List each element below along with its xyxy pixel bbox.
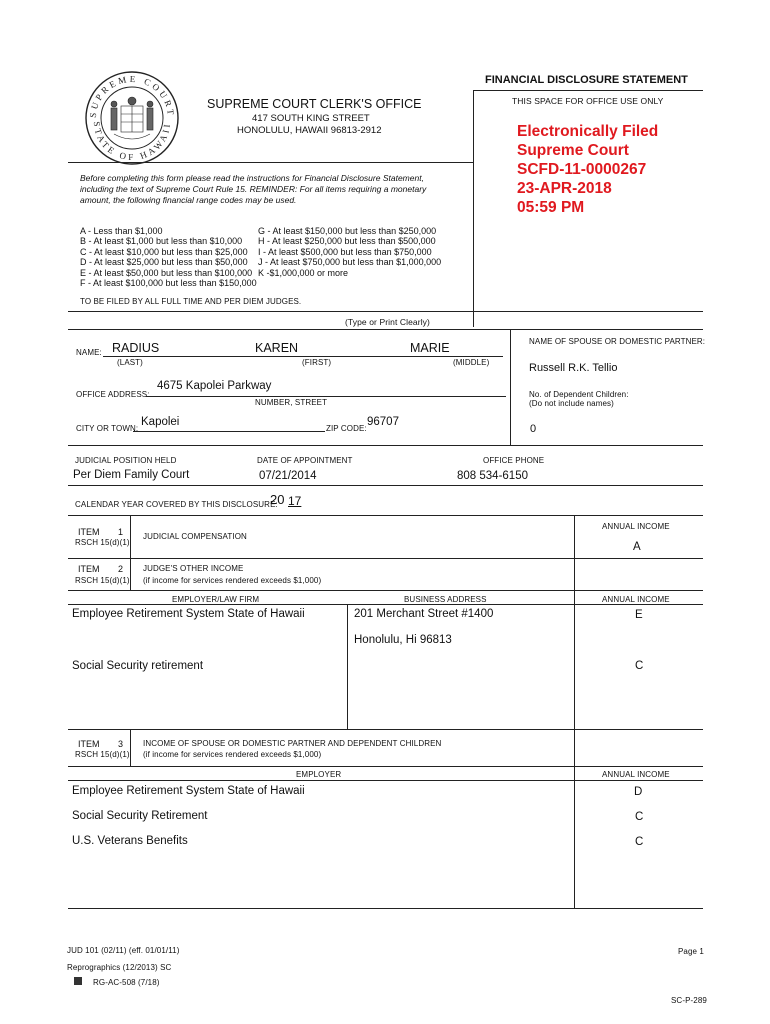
item3-rsch: RSCH 15(d)(1) — [75, 750, 130, 759]
efile-time: 05:59 PM — [517, 199, 585, 216]
codes-right-list — [258, 226, 441, 278]
item2-row2-address[interactable]: Honolulu, Hi 96813 — [354, 634, 452, 646]
item2-col-employer: EMPLOYER/LAW FIRM — [172, 595, 260, 604]
item2-row1-address[interactable]: 201 Merchant Street #1400 — [354, 608, 494, 620]
code-g: G - At least $150,000 but less than $250,000 — [258, 226, 437, 236]
codes-left-list — [80, 226, 257, 288]
name-middle-label: (MIDDLE) — [453, 358, 490, 367]
item1-income-value[interactable]: A — [633, 541, 641, 553]
item2-number: 2 — [118, 564, 124, 574]
footer-sc-code: SC-P-289 — [671, 996, 707, 1005]
item2-col-income: ANNUAL INCOME — [602, 595, 670, 604]
item2-row1-income[interactable]: E — [635, 609, 643, 621]
name-first-value[interactable]: KAREN — [255, 341, 299, 355]
code-h: H - At least $250,000 but less than $500,000 — [258, 236, 436, 247]
item2-rsch: RSCH 15(d)(1) — [75, 576, 130, 585]
office-use-label: THIS SPACE FOR OFFICE USE ONLY — [512, 96, 664, 106]
item2-row3-income[interactable]: C — [635, 660, 644, 672]
code-i: I - At least $500,000 but less than $750,000 — [258, 246, 432, 257]
spouse-label: NAME OF SPOUSE OR DOMESTIC PARTNER: — [529, 337, 706, 346]
footer-form-number: JUD 101 (02/11) (eff. 01/01/11) — [67, 946, 180, 955]
efile-case-number: SCFD-11-0000267 — [517, 161, 647, 178]
footer-rg-code: RG-AC-508 (7/18) — [93, 978, 160, 987]
code-a: A - Less than $1,000 — [80, 226, 163, 236]
dependents-note: (Do not include names) — [529, 399, 614, 408]
item3-row1-income[interactable]: D — [634, 786, 643, 798]
item3-col-income: ANNUAL INCOME — [602, 770, 670, 779]
phone-label: OFFICE PHONE — [483, 456, 545, 465]
code-k: K -$1,000,000 or more — [258, 267, 349, 278]
efile-line1: Electronically Filed — [517, 123, 659, 140]
name-last-value[interactable]: RADIUS — [112, 341, 160, 355]
item2-label: ITEM — [78, 564, 100, 574]
filed-by-note: TO BE FILED BY ALL FULL TIME AND PER DIEM JUDGES. — [80, 297, 302, 306]
item3-label: ITEM — [78, 739, 100, 749]
item3-title: INCOME OF SPOUSE OR DOMESTIC PARTNER AND DEPENDENT CHILDREN — [143, 739, 442, 748]
office-address-label: OFFICE ADDRESS: — [76, 390, 150, 399]
office-address-line2: HONOLULU, HAWAII 96813-2912 — [237, 125, 382, 136]
name-last-label: (LAST) — [117, 358, 143, 367]
item1-label: ITEM — [78, 527, 100, 537]
item2-col-address: BUSINESS ADDRESS — [404, 595, 487, 604]
item2-row3-employer[interactable]: Social Security retirement — [72, 660, 204, 672]
seal-top-text: SUPREME COURT — [87, 73, 177, 119]
item2-row1-employer[interactable]: Employee Retirement System State of Hawaii — [72, 608, 305, 620]
code-d: D - At least $25,000 but less than $50,000 — [80, 257, 248, 268]
efile-date: 23-APR-2018 — [517, 180, 612, 197]
item3-col-employer: EMPLOYER — [296, 770, 342, 779]
office-address-line1: 417 SOUTH KING STREET — [252, 113, 370, 124]
appointment-label: DATE OF APPOINTMENT — [257, 456, 353, 465]
instructions-line3: amount, the following financial range codes may be used. — [80, 195, 297, 205]
barcode-icon — [74, 977, 82, 985]
dependents-label: No. of Dependent Children: — [529, 390, 629, 399]
item3-row1-employer[interactable]: Employee Retirement System State of Hawaii — [72, 785, 305, 797]
position-label: JUDICIAL POSITION HELD — [75, 456, 177, 465]
city-value[interactable]: Kapolei — [141, 416, 180, 428]
court-seal — [84, 70, 180, 166]
appointment-value[interactable]: 07/21/2014 — [259, 470, 317, 482]
item3-row3-income[interactable]: C — [635, 836, 644, 848]
name-label: NAME: — [76, 348, 102, 357]
item3-number: 3 — [118, 739, 124, 749]
code-e: E - At least $50,000 but less than $100,000 — [80, 267, 253, 278]
instructions — [80, 173, 426, 206]
item2-title: JUDGE'S OTHER INCOME — [143, 564, 244, 573]
type-print-note: (Type or Print Clearly) — [345, 317, 430, 327]
code-c: C - At least $10,000 but less than $25,000 — [80, 246, 248, 257]
footer-page-number: Page 1 — [678, 947, 704, 956]
city-label: CITY OR TOWN: — [76, 424, 139, 433]
phone-value[interactable]: 808 534-6150 — [457, 470, 528, 482]
name-middle-value[interactable]: MARIE — [410, 341, 450, 355]
calendar-year-label: CALENDAR YEAR COVERED BY THIS DISCLOSURE: — [75, 500, 278, 509]
spouse-name-value[interactable]: Russell R.K. Tellio — [529, 362, 618, 374]
item3-row2-employer[interactable]: Social Security Retirement — [72, 810, 208, 822]
code-j: J - At least $750,000 but less than $1,000,000 — [258, 257, 442, 268]
item3-row2-income[interactable]: C — [635, 811, 644, 823]
name-first-label: (FIRST) — [302, 358, 332, 367]
item1-number: 1 — [118, 527, 124, 537]
efile-stamp — [517, 122, 658, 217]
instructions-line1: Before completing this form please read the instructions for Financial Disclosure Statement, — [80, 173, 424, 183]
seal-bottom-text: STATE OF HAWAII — [91, 120, 173, 163]
efile-line2: Supreme Court — [517, 142, 629, 159]
item3-subtitle: (if income for services rendered exceeds $1,000) — [143, 750, 322, 759]
code-b: B - At least $1,000 but less than $10,000 — [80, 236, 243, 247]
form-title: FINANCIAL DISCLOSURE STATEMENT — [485, 74, 688, 86]
footer-reprographics: Reprographics (12/2013) SC — [67, 963, 172, 972]
calendar-year-suffix[interactable]: 17 — [288, 494, 302, 508]
dependents-value[interactable]: 0 — [530, 423, 537, 435]
item3-row3-employer[interactable]: U.S. Veterans Benefits — [72, 835, 188, 847]
item1-title: JUDICIAL COMPENSATION — [143, 532, 247, 541]
code-f: F - At least $100,000 but less than $150,000 — [80, 278, 257, 289]
position-value[interactable]: Per Diem Family Court — [73, 469, 190, 481]
item1-rsch: RSCH 15(d)(1) — [75, 538, 130, 547]
zip-value[interactable]: 96707 — [367, 416, 399, 428]
item2-subtitle: (if income for services rendered exceeds $1,000) — [143, 576, 322, 585]
instructions-line2: including the text of Supreme Court Rule 15. REMINDER: For all items requiring a monetary — [80, 184, 427, 194]
calendar-year-prefix: 20 — [270, 492, 285, 507]
item1-income-label: ANNUAL INCOME — [602, 522, 670, 531]
office-name: SUPREME COURT CLERK'S OFFICE — [207, 97, 422, 111]
office-address-value[interactable]: 4675 Kapolei Parkway — [157, 380, 272, 392]
office-address-sublabel: NUMBER, STREET — [255, 398, 328, 407]
zip-label: ZIP CODE: — [326, 424, 367, 433]
